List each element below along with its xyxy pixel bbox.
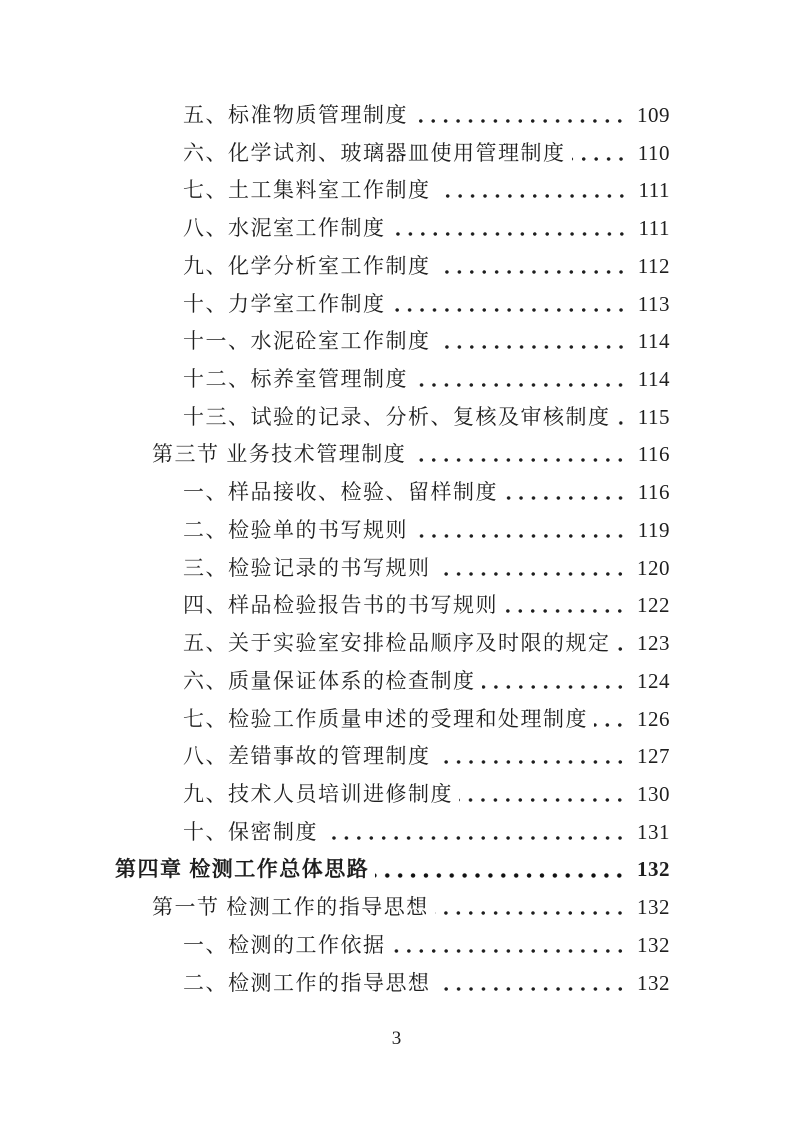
- toc-entry-page-number: 116: [637, 480, 670, 505]
- toc-entry-page-number: 131: [637, 819, 670, 844]
- toc-entry-title: 十二、标养室管理制度: [183, 367, 408, 392]
- toc-entry-title: 九、化学分析室工作制度: [183, 253, 431, 278]
- toc-entry-page-number: 120: [637, 555, 670, 580]
- toc-dot-leader: [459, 776, 628, 814]
- toc-entry: [183, 701, 670, 739]
- toc-entry: [183, 738, 670, 776]
- toc-entry: [115, 851, 670, 889]
- toc-entry: [183, 210, 670, 248]
- toc-entry-page-number: 119: [637, 517, 670, 542]
- toc-entry: [152, 889, 670, 927]
- table-of-contents: [0, 97, 670, 1002]
- toc-dot-leader: [504, 587, 628, 625]
- toc-entry-page-number: 130: [637, 781, 670, 806]
- toc-dot-leader: [392, 210, 630, 248]
- toc-entry: [183, 587, 670, 625]
- toc-dot-leader: [594, 701, 628, 739]
- toc-entry-page-number: 110: [637, 140, 670, 165]
- toc-dot-leader: [331, 814, 628, 852]
- toc-entry-title: 一、样品接收、检验、留样制度: [183, 480, 498, 505]
- toc-entry-page-number: 127: [637, 744, 670, 769]
- toc-dot-leader: [435, 889, 628, 927]
- toc-entry-page-number: 132: [637, 857, 670, 882]
- toc-entry-page-number: 114: [637, 329, 670, 354]
- toc-dot-leader: [414, 97, 628, 135]
- toc-entry-page-number: 114: [637, 367, 670, 392]
- toc-entry: [183, 399, 670, 437]
- toc-entry-page-number: 112: [637, 253, 670, 278]
- toc-entry: [183, 927, 670, 965]
- toc-entry-page-number: 115: [637, 404, 670, 429]
- toc-dot-leader: [437, 323, 629, 361]
- toc-dot-leader: [504, 474, 629, 512]
- page-footer: [0, 1026, 793, 1052]
- toc-entry-title: 第一节 检测工作的指导思想: [152, 895, 429, 920]
- toc-dot-leader: [617, 625, 629, 663]
- toc-dot-leader: [437, 965, 629, 1003]
- toc-entry-title: 第三节 业务技术管理制度: [152, 442, 407, 467]
- toc-entry: [183, 172, 670, 210]
- toc-dot-leader: [572, 135, 629, 173]
- toc-entry-page-number: 126: [637, 706, 670, 731]
- toc-entry-title: 七、检验工作质量申述的受理和处理制度: [183, 706, 588, 731]
- toc-entry: [183, 814, 670, 852]
- toc-dot-leader: [437, 738, 629, 776]
- toc-entry-title: 六、化学试剂、玻璃器皿使用管理制度: [183, 140, 566, 165]
- toc-entry-title: 十、保密制度: [183, 819, 325, 844]
- toc-entry: [183, 474, 670, 512]
- toc-entry: [183, 776, 670, 814]
- toc-entry-title: 三、检验记录的书写规则: [183, 555, 431, 580]
- toc-dot-leader: [617, 399, 629, 437]
- toc-entry: [183, 323, 670, 361]
- toc-dot-leader: [437, 172, 630, 210]
- toc-entry-title: 一、检测的工作依据: [183, 932, 386, 957]
- toc-entry-page-number: 132: [637, 970, 670, 995]
- toc-dot-leader: [414, 512, 629, 550]
- toc-entry-title: 十一、水泥砼室工作制度: [183, 329, 431, 354]
- toc-entry: [183, 663, 670, 701]
- toc-dot-leader: [482, 663, 629, 701]
- toc-entry: [152, 436, 670, 474]
- toc-entry-page-number: 111: [638, 178, 670, 203]
- toc-entry-title: 七、土工集料室工作制度: [183, 178, 431, 203]
- toc-dot-leader: [437, 550, 629, 588]
- toc-entry-title: 八、差错事故的管理制度: [183, 744, 431, 769]
- toc-entry-title: 八、水泥室工作制度: [183, 216, 386, 241]
- toc-entry: [183, 286, 670, 324]
- toc-entry-title: 十三、试验的记录、分析、复核及审核制度: [183, 404, 611, 429]
- toc-entry-page-number: 113: [637, 291, 670, 316]
- toc-entry-page-number: 111: [638, 216, 670, 241]
- toc-dot-leader: [437, 248, 629, 286]
- toc-entry: [183, 512, 670, 550]
- toc-entry: [183, 248, 670, 286]
- toc-dot-leader: [392, 927, 629, 965]
- toc-entry: [183, 135, 670, 173]
- toc-entry-title: 九、技术人员培训进修制度: [183, 781, 453, 806]
- toc-entry-title: 六、质量保证体系的检查制度: [183, 668, 476, 693]
- toc-entry-title: 四、样品检验报告书的书写规则: [183, 593, 498, 618]
- toc-entry: [183, 361, 670, 399]
- toc-dot-leader: [414, 361, 629, 399]
- toc-entry: [183, 97, 670, 135]
- toc-dot-leader: [412, 436, 629, 474]
- page-number: 3: [391, 1028, 402, 1049]
- toc-entry-page-number: 124: [637, 668, 670, 693]
- toc-entry: [183, 625, 670, 663]
- toc-dot-leader: [392, 286, 629, 324]
- toc-entry-page-number: 132: [637, 895, 670, 920]
- toc-entry-title: 五、关于实验室安排检品顺序及时限的规定: [183, 631, 611, 656]
- toc-entry-title: 第四章 检测工作总体思路: [115, 857, 370, 882]
- toc-entry-page-number: 116: [637, 442, 670, 467]
- toc-entry-title: 二、检测工作的指导思想: [183, 970, 431, 995]
- toc-entry-title: 二、检验单的书写规则: [183, 517, 408, 542]
- toc-entry-title: 十、力学室工作制度: [183, 291, 386, 316]
- toc-dot-leader: [375, 851, 628, 889]
- toc-entry: [183, 550, 670, 588]
- toc-entry: [183, 965, 670, 1003]
- toc-entry-page-number: 123: [637, 631, 670, 656]
- toc-entry-page-number: 132: [637, 932, 670, 957]
- toc-entry-page-number: 109: [637, 103, 670, 127]
- toc-entry-page-number: 122: [637, 593, 670, 618]
- toc-entry-title: 五、标准物质管理制度: [183, 103, 408, 127]
